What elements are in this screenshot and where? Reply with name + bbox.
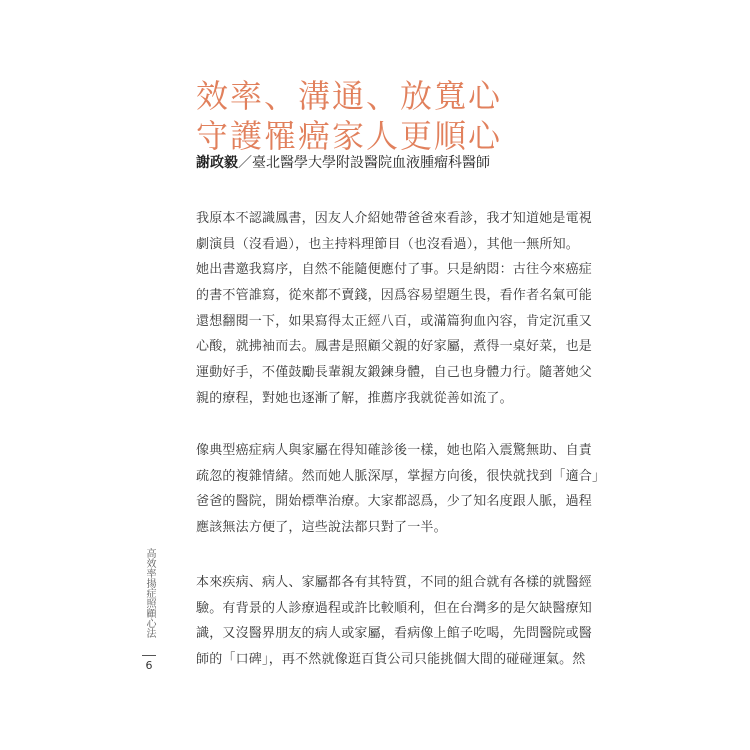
text-line: 我原本不認識鳳書，因友人介紹她帶爸爸來看診，我才知道她是電視 [196, 211, 593, 226]
byline [196, 152, 490, 172]
running-head-book-title: 高效率揚症照顧心法 [144, 548, 155, 638]
title-line-1: 效率、溝通、放寬心 [196, 77, 503, 115]
text-line: 像典型癌症病人與家屬在得知確診後一樣，她也陷入震驚無助、自責 [196, 443, 593, 458]
text-line: 師的「口碑」，再不然就像逛百貨公司只能挑個大間的碰碰運氣。然 [196, 652, 586, 668]
running-head-divider [142, 655, 156, 656]
text-line: 應該無法方便了，這些說法都只對了一半。 [196, 520, 447, 536]
text-line: 劇演員（沒看過），也主持料理節目（也沒看過），其他一無所知。 [196, 236, 580, 252]
text-line: 還想翻閱一下，如果寫得太正經八百，或滿篇狗血內容，肯定沉重又 [196, 313, 593, 329]
paragraph-3 [196, 570, 593, 673]
text-line: 運動好手，不僅鼓勵長輩親友鍛鍊身體，自己也身體力行。隨著她父 [196, 365, 593, 381]
text-line: 識，又沒醫界朋友的病人或家屬，看病像上館子吃喝，先問醫院或醫 [196, 626, 593, 642]
author-affiliation: ／臺北醫學大學附設醫院血液腫瘤科醫師 [238, 155, 490, 171]
title-line-2: 守護罹癌家人更順心 [196, 117, 503, 155]
text-line: 疏忽的複雜情緒。然而她人脈深厚，掌握方向後，很快就找到「適合」 [196, 468, 606, 484]
page-title [196, 76, 596, 156]
text-line: 本來疾病、病人、家屬都各有其特質，不同的組合就有各樣的就醫經 [196, 575, 593, 590]
page-number: 6 [145, 659, 153, 672]
text-line: 驗。有背景的人診療過程或許比較順利，但在台灣多的是欠缺醫療知 [196, 600, 593, 616]
author-name: 謝政毅 [196, 155, 238, 171]
text-line: 心酸，就拂袖而去。鳳書是照顧父親的好家屬，煮得一桌好菜，也是 [196, 339, 593, 355]
text-line: 她出書邀我寫序，自然不能隨便應付了事。只是納悶：古往今來癌症 [196, 262, 593, 278]
text-line: 爸爸的醫院，開始標準治療。大家都認爲，少了知名度跟人脈，過程 [196, 494, 593, 510]
paragraph-2 [196, 438, 606, 541]
paragraph-1 [196, 206, 593, 412]
text-line: 的書不管誰寫，從來都不賣錢，因爲容易望題生畏，看作者名氣可能 [196, 288, 593, 304]
text-line: 親的療程，對她也逐漸了解，推薦序我就從善如流了。 [196, 390, 513, 406]
